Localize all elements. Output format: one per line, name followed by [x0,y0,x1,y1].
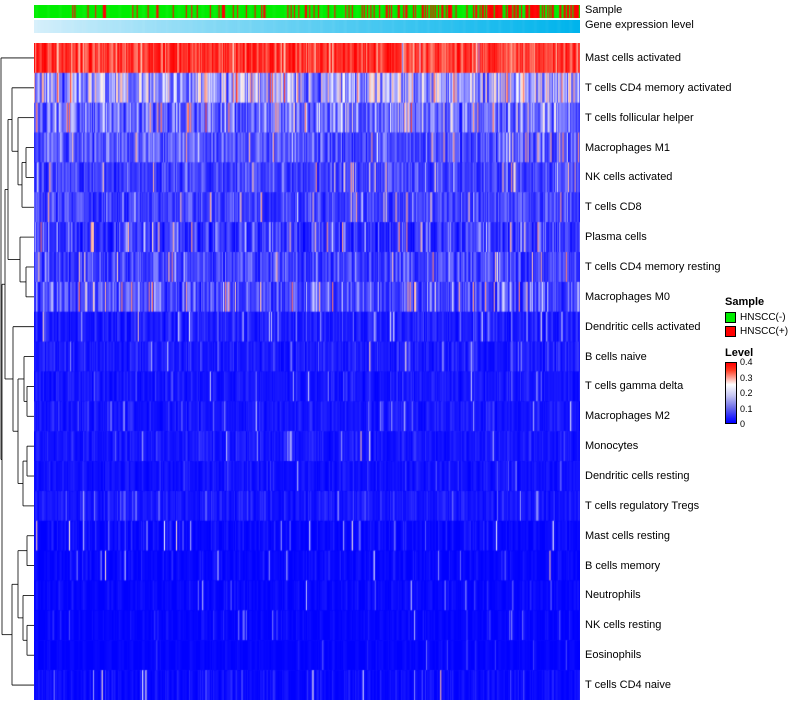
row-dendrogram [0,43,34,700]
row-label: Eosinophils [585,649,642,662]
row-label: Monocytes [585,440,639,453]
level-legend-title: Level [725,347,754,359]
level-gradient-bar [725,362,737,424]
level-tick: 0.1 [740,403,753,414]
row-label: B cells naive [585,350,647,363]
heatmap-body [34,43,580,700]
row-label: Macrophages M0 [585,290,670,303]
sample-legend-title: Sample [725,296,765,308]
level-legend [725,347,800,429]
heatmap-canvas [34,43,580,700]
row-label: T cells gamma delta [585,380,684,393]
legend-swatch-hnscc-neg [725,312,736,323]
sample-annotation-canvas [34,5,580,18]
expression-annotation-label: Gene expression level [585,19,694,31]
level-tick: 0.3 [740,372,753,383]
row-label: B cells memory [585,559,661,572]
row-label: T cells CD4 memory resting [585,260,721,273]
level-tick-group [740,357,780,429]
row-label: Dendritic cells resting [585,470,690,483]
row-label: NK cells activated [585,171,673,184]
row-label: T cells CD4 naive [585,679,671,692]
level-tick: 0 [740,419,746,429]
level-tick: 0.2 [740,388,753,398]
legend-label-hnscc-pos: HNSCC(+) [740,326,789,337]
row-label: Dendritic cells activated [585,320,701,333]
row-label: Mast cells activated [585,51,681,64]
row-label: T cells regulatory Tregs [585,499,700,512]
row-label: Macrophages M2 [585,410,670,423]
legend-label-hnscc-neg: HNSCC(-) [740,312,786,323]
legend-swatch-hnscc-pos [725,326,736,337]
row-label: T cells CD8 [585,201,642,214]
row-label: NK cells resting [585,619,662,632]
row-label: Plasma cells [585,231,647,244]
sample-annotation-label: Sample [585,4,623,16]
row-label: T cells follicular helper [585,111,694,124]
row-dendrogram-svg [0,43,34,700]
row-label: Mast cells resting [585,529,670,542]
row-label: Neutrophils [585,589,641,602]
row-label: T cells CD4 memory activated [585,81,732,94]
legend-item-hnscc-neg [725,311,800,324]
expression-annotation-canvas [34,20,580,33]
row-label: Macrophages M1 [585,141,670,154]
legend-panel [725,296,800,429]
legend-item-hnscc-pos [725,325,800,338]
level-gradient-wrap [725,357,795,429]
sample-annotation-bar [34,5,580,18]
expression-annotation-bar [34,20,580,33]
level-tick: 0.4 [740,357,753,367]
